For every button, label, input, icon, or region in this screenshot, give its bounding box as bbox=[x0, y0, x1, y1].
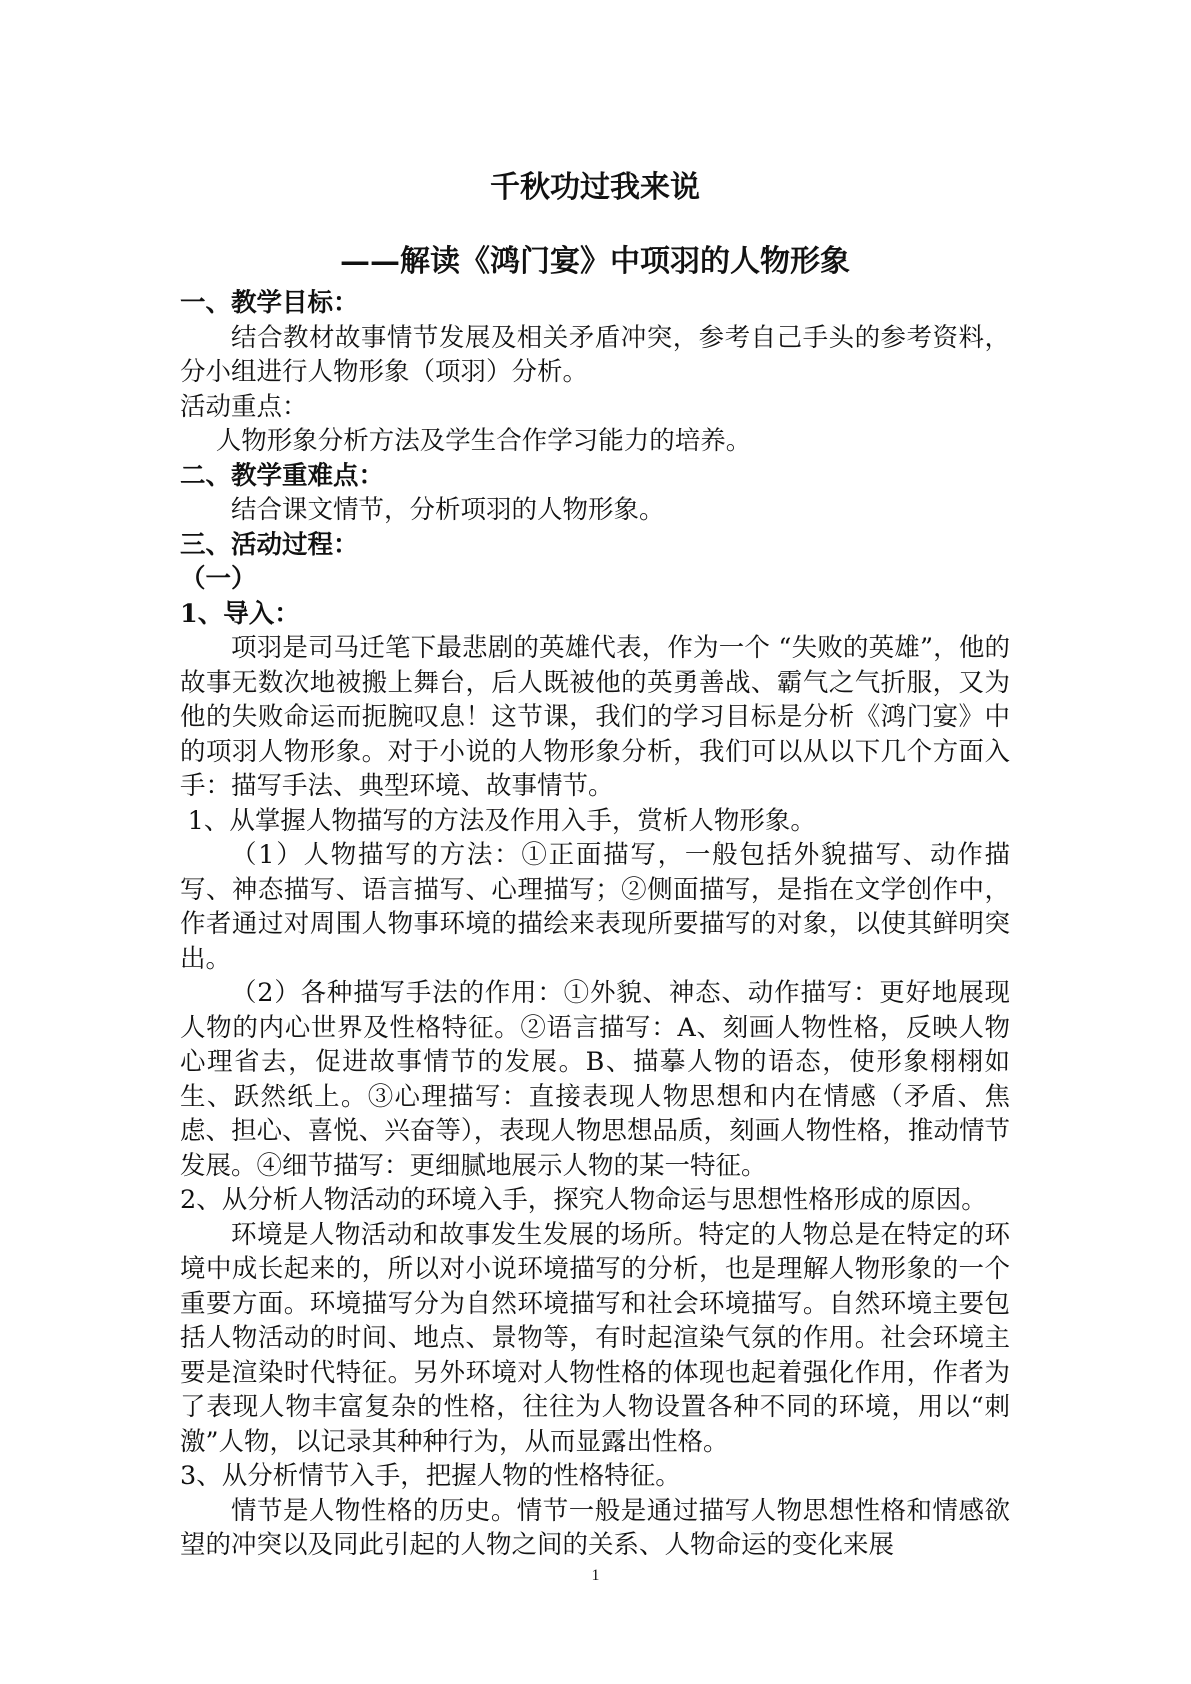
point-3-paragraph: 情节是人物性格的历史。情节一般是通过描写人物思想性格和情感欲望的冲突以及同此引起的人物之间的关系、人物命运的变化来展 bbox=[180, 1495, 1010, 1560]
activity-focus-paragraph: 人物形象分析方法及学生合作学习能力的培养。 bbox=[215, 426, 752, 456]
section-heading-process: 三、活动过程： bbox=[180, 529, 359, 560]
point-1-heading: 1、从掌握人物描写的方法及作用入手，赏析人物形象。 bbox=[187, 805, 816, 836]
page-number: 1 bbox=[591, 1567, 600, 1584]
document-subtitle: ——解读《鸿门宴》中项羽的人物形象 bbox=[340, 244, 850, 279]
intro-paragraph: 项羽是司马迁笔下最悲剧的英雄代表，作为一个 “失败的英雄”，他的故事无数次地被搬上舞台，后人既被他的英勇善战、霸气之气折服，又为他的失败命运而扼腕叹息！这节课，我们的学习目标是分析《鸿门宴》中的项羽人物形象。对于小说的人物形象分析，我们可以从以下几个方面入手：描写手法、典型环境、故事情节。 bbox=[180, 633, 1010, 801]
key-points-paragraph: 结合课文情节，分析项羽的人物形象。 bbox=[231, 495, 665, 525]
point-2-heading: 2、从分析人物活动的环境入手，探究人物命运与思想性格形成的原因。 bbox=[180, 1185, 987, 1215]
document-body bbox=[180, 168, 1010, 1563]
point-2-paragraph: 环境是人物活动和故事发生发展的场所。特定的人物总是在特定的环境中成长起来的，所以对小说环境描写的分析，也是理解人物形象的一个重要方面。环境描写分为自然环境描写和社会环境描写。自然环境主要包括人物活动的时间、地点、景物等，有时起渲染气氛的作用。社会环境主要是渲染时代特征。另外环境对人物性格的体现也起着强化作用，作者为了表现人物丰富复杂的性格，往往为人物设置各种不同的环境，用以“刺激”人物，以记录其种种行为，从而显露出性格。 bbox=[180, 1219, 1010, 1457]
section-heading-key-points: 二、教学重难点： bbox=[180, 460, 385, 491]
activity-focus-label: 活动重点： bbox=[180, 391, 308, 422]
objectives-paragraph: 结合教材故事情节发展及相关矛盾冲突，参考自己手头的参考资料，分小组进行人物形象（项羽）分析。 bbox=[180, 322, 1010, 387]
section-heading-objectives: 一、教学目标： bbox=[180, 288, 359, 318]
point-3-heading: 3、从分析情节入手，把握人物的性格特征。 bbox=[180, 1461, 681, 1491]
document-title: 千秋功过我来说 bbox=[490, 170, 700, 205]
intro-heading: 1、导入： bbox=[180, 598, 300, 629]
point-1-methods-paragraph: （1）人物描写的方法：①正面描写，一般包括外貌描写、动作描写、神态描写、语言描写、心理描写；②侧面描写，是指在文学创作中，作者通过对周围人物事环境的描绘来表现所要描写的对象，以使其鲜明突出。 bbox=[180, 840, 1010, 974]
point-1-effects-paragraph: （2）各种描写手法的作用：①外貌、神态、动作描写：更好地展现人物的内心世界及性格特征。②语言描写：A、刻画人物性格，反映人物心理省去，促进故事情节的发展。B、描摹人物的语态，使形象栩栩如生、跃然纸上。③心理描写：直接表现人物思想和内在情感（矛盾、焦虑、担心、喜悦、兴奋等），表现人物思想品质，刻画人物性格，推动情节发展。④细节描写：更细腻地展示人物的某一特征。 bbox=[180, 978, 1010, 1181]
part-label: （一） bbox=[180, 564, 257, 594]
